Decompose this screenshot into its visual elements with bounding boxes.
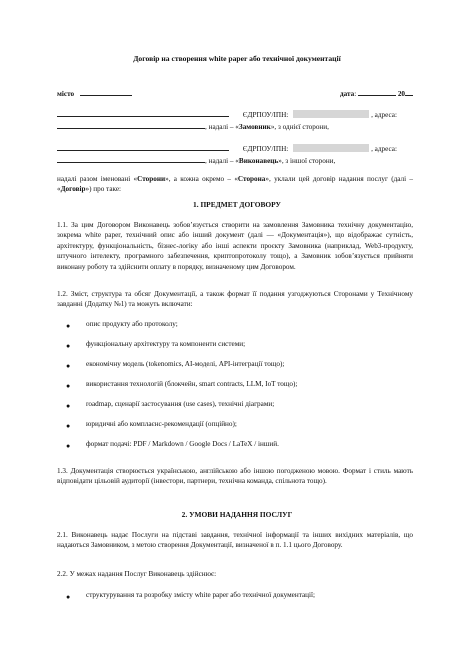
list-item-text: функціональну архітектуру та компоненти системи; bbox=[86, 340, 246, 348]
party1-address-label: , адреса: bbox=[371, 111, 397, 119]
list-1-2 bbox=[66, 319, 416, 459]
list-item bbox=[66, 359, 416, 379]
party2-name-field[interactable] bbox=[57, 143, 229, 151]
party2-edrpou-label: ЄДРПОУ/ІПН: bbox=[242, 145, 289, 153]
list-item bbox=[66, 379, 416, 399]
place-label: місто bbox=[57, 90, 75, 98]
bullet-icon: ● bbox=[66, 362, 71, 370]
list-item bbox=[66, 439, 416, 459]
bullet-icon: ● bbox=[66, 402, 71, 410]
party2-line1 bbox=[57, 143, 413, 154]
bullet-icon: ● bbox=[66, 593, 71, 601]
paragraph-2-1: 2.1. Виконавець надає Послуги на підставі завдання, технічної інформації та інших вихідних матеріалів, що надаються Замовником, з метою створення Документації, визначеної в п. 1.1 цього Договору. bbox=[57, 531, 413, 550]
intro-b: Сторони bbox=[137, 175, 166, 183]
date-field[interactable] bbox=[358, 88, 396, 96]
place-date-row bbox=[57, 88, 413, 99]
list-item-text: структурування та розробку змісту white paper або технічної документації; bbox=[86, 591, 315, 599]
list-item bbox=[66, 590, 416, 610]
intro-c: », а кожна окремо – « bbox=[165, 175, 238, 183]
party1-text-b: », з однієї сторони, bbox=[270, 123, 329, 131]
party2-text-a: , надалі – « bbox=[205, 157, 239, 165]
date-group: дата: 20 bbox=[340, 88, 413, 99]
party2-edrpou-field[interactable] bbox=[293, 144, 369, 152]
party1-line2 bbox=[57, 121, 413, 132]
party1-edrpou-field[interactable] bbox=[293, 110, 369, 118]
intro-paragraph bbox=[57, 174, 413, 195]
bullet-icon: ● bbox=[66, 422, 71, 430]
intro-f: Договір bbox=[60, 185, 86, 194]
party1-address-field[interactable] bbox=[57, 121, 205, 129]
list-item-text: юридичні або комплаєнс-рекомендації (опційно); bbox=[86, 420, 237, 428]
date-label: дата bbox=[339, 90, 355, 98]
date-year: 20 bbox=[397, 90, 405, 98]
party1-name-field[interactable] bbox=[57, 109, 229, 117]
party2-role: Виконавець bbox=[238, 157, 279, 165]
party1-line1 bbox=[57, 109, 413, 120]
bullet-icon: ● bbox=[66, 322, 71, 330]
list-item bbox=[66, 339, 416, 359]
list-item-text: економічну модель (tokenomics, AI-моделі, API-інтеграції тощо); bbox=[86, 360, 285, 368]
paragraph-1-2: 1.2. Зміст, структура та обсяг Документації, а також формат її подання узгоджуються Сторонами у Технічному завданні (Додатку №1) та можуть включати: bbox=[57, 290, 413, 309]
document-title: Договір на створення white paper або технічної документації bbox=[133, 54, 341, 63]
list-item bbox=[66, 319, 416, 339]
intro-e: », уклали цей договір надання послуг (далі – « bbox=[57, 175, 413, 194]
intro-d: Сторона bbox=[237, 175, 266, 183]
list-item-text: використання технологій (блокчейн, smart contracts, LLM, IoT тощо); bbox=[86, 380, 298, 388]
paragraph-2-2: 2.2. У межах надання Послуг Виконавець здійснює: bbox=[57, 570, 217, 578]
intro-a: надалі разом іменовані « bbox=[57, 175, 138, 183]
list-2-2 bbox=[66, 590, 416, 610]
paragraph-1-1: 1.1. За цим Договором Виконавець зобов’язується створити на замовлення Замовника технічну документацію, зокрема white paper, технічний опис або інший документ (далі — «Документація»), що відображає сутність, архітектуру, функціональність, бізнес-логіку або інші аспекти проєкту Замовника (наприклад, Web3-продукту, штучного інтелекту, програмного забезпечення, криптопротоколу тощо), а Замовник зобов’язується прийняти виконану роботу та здійснити оплату в порядку, визначеному цим Договором. bbox=[57, 221, 413, 271]
bullet-icon: ● bbox=[66, 382, 71, 390]
party2-line2 bbox=[57, 155, 413, 166]
list-item bbox=[66, 419, 416, 439]
bullet-icon: ● bbox=[66, 342, 71, 350]
bullet-icon: ● bbox=[66, 442, 71, 450]
list-item bbox=[66, 399, 416, 419]
party1-role: Замовник bbox=[238, 123, 271, 131]
paragraph-1-3: 1.3. Документація створюється українською, англійською або іншою погодженою мовою. Формат і стиль мають відповідати цільовій аудиторії (інвестори, партнери, технічна команда, спільнота тощо). bbox=[57, 467, 413, 486]
party2-address-label: , адреса: bbox=[371, 145, 397, 153]
section1-heading: 1. ПРЕДМЕТ ДОГОВОРУ bbox=[193, 200, 281, 209]
party2-address-field[interactable] bbox=[57, 155, 205, 163]
year-field[interactable] bbox=[405, 88, 413, 96]
list-item-text: roadmap, сценарії застосування (use cases), технічні діаграми; bbox=[86, 400, 275, 408]
party2-text-b: », з іншої сторони, bbox=[278, 157, 336, 165]
list-item-text: опис продукту або протоколу; bbox=[86, 320, 178, 328]
section2-heading: 2. УМОВИ НАДАННЯ ПОСЛУГ bbox=[181, 510, 293, 519]
intro-g: ») про таке: bbox=[85, 185, 122, 194]
party1-edrpou-label: ЄДРПОУ/ІПН: bbox=[242, 111, 289, 119]
place-field[interactable] bbox=[80, 88, 132, 96]
list-item-text: формат подачі: PDF / Markdown / Google Docs / LaTeX / інший. bbox=[86, 440, 279, 448]
party1-text-a: , надалі – « bbox=[205, 123, 239, 131]
